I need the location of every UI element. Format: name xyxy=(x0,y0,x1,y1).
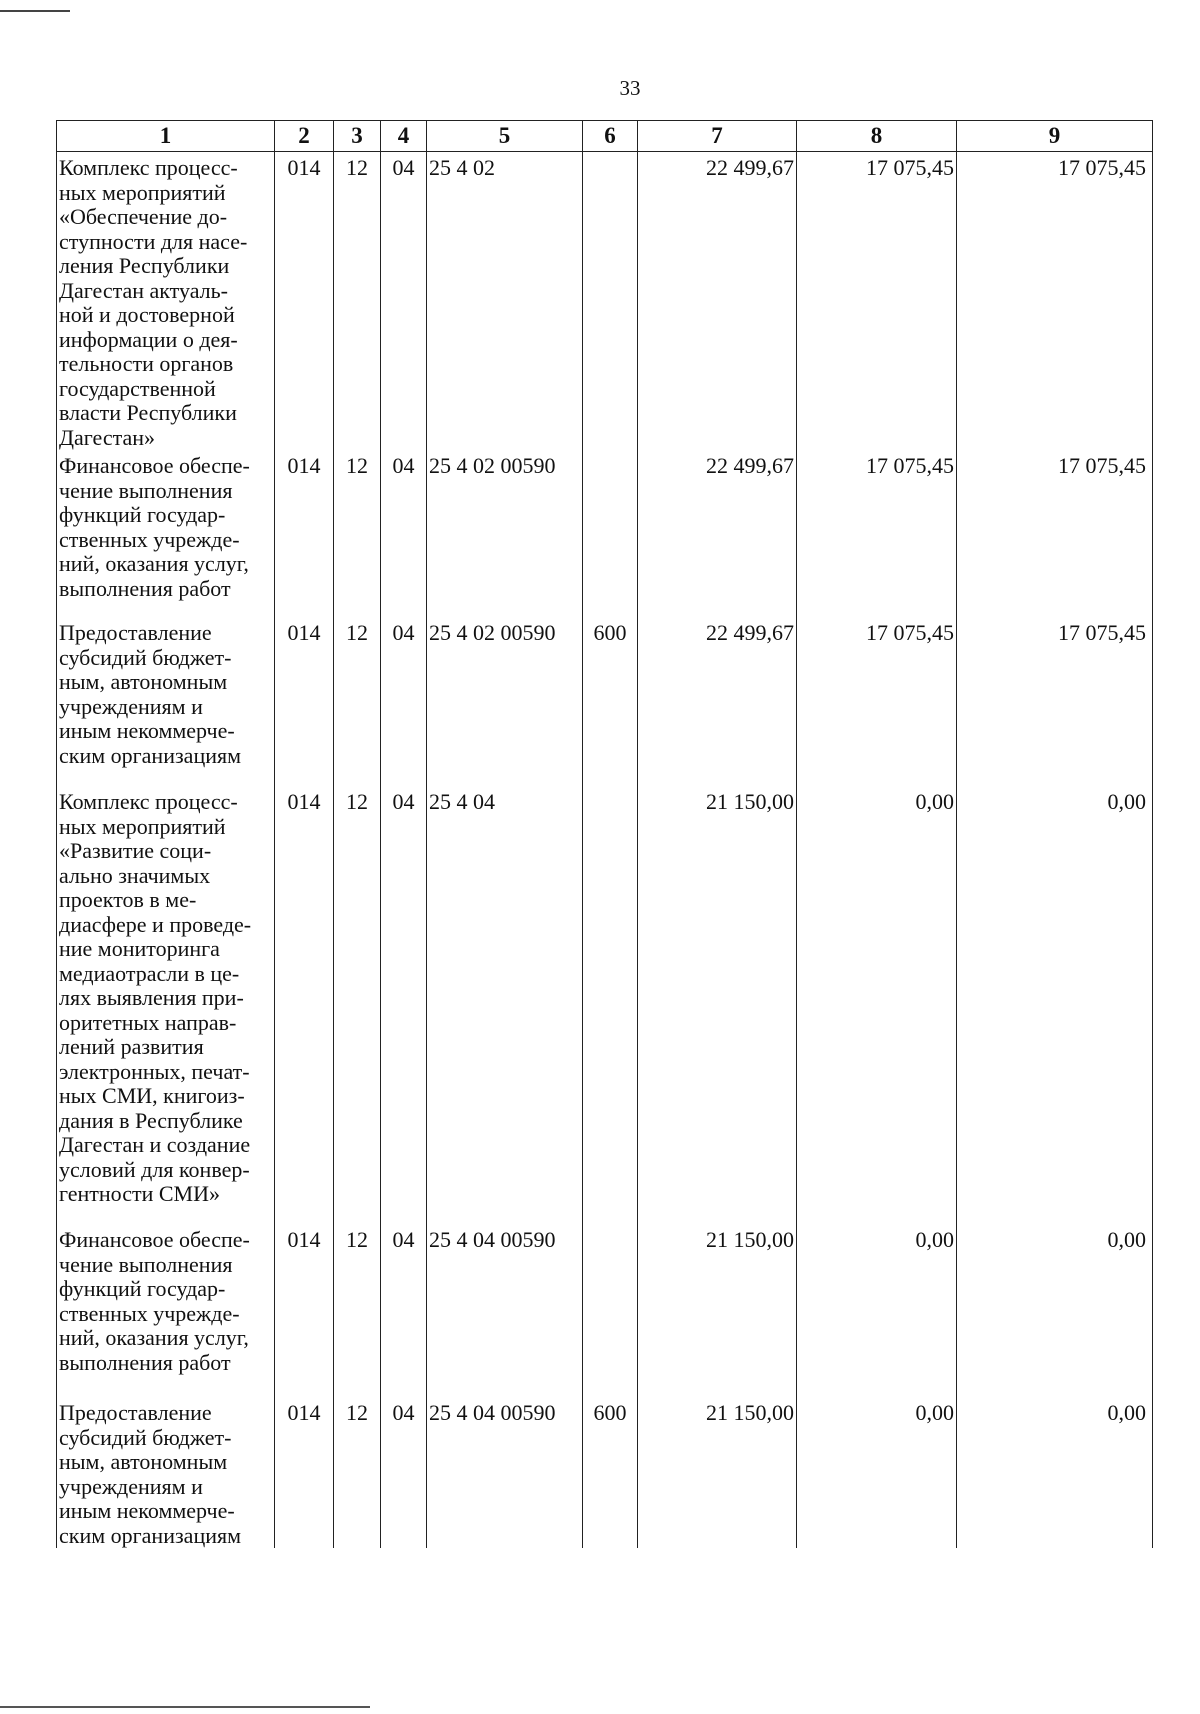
row-name-line: ально значимых xyxy=(59,862,211,888)
cell-col-3: 12 xyxy=(334,617,381,786)
cell-col-5: 25 4 04 00590 xyxy=(427,1397,583,1548)
table-row xyxy=(57,1397,1153,1548)
cell-col-5: 25 4 02 00590 xyxy=(427,450,583,617)
cell-col-9: 0,00 xyxy=(957,1224,1153,1397)
scan-artifact-bottom xyxy=(0,1706,370,1708)
table-row xyxy=(57,152,1153,451)
cell-col-3: 12 xyxy=(334,786,381,1224)
cell-col-7: 21 150,00 xyxy=(638,1224,797,1397)
row-name-line: оритетных направ- xyxy=(59,1009,237,1035)
row-name-line: Дагестан и создание xyxy=(59,1132,251,1157)
cell-col-9: 17 075,45 xyxy=(957,152,1153,451)
row-name-line: медиаотрасли в це- xyxy=(59,960,240,986)
row-name-line: проектов в ме- xyxy=(59,887,197,912)
row-name xyxy=(57,1397,275,1548)
row-name-line: ние мониторинга xyxy=(59,936,220,961)
cell-col-6 xyxy=(583,1224,638,1397)
header-col-3: 3 xyxy=(334,121,381,152)
cell-col-7: 21 150,00 xyxy=(638,1397,797,1548)
row-name xyxy=(57,450,275,617)
cell-col-9: 17 075,45 xyxy=(957,450,1153,617)
row-name xyxy=(57,1224,275,1397)
row-name-line: «Обеспечение до- xyxy=(59,204,228,229)
cell-col-3: 12 xyxy=(334,450,381,617)
cell-col-3: 12 xyxy=(334,1397,381,1548)
cell-col-8: 0,00 xyxy=(797,1224,957,1397)
cell-col-5: 25 4 02 00590 xyxy=(427,617,583,786)
cell-col-6: 600 xyxy=(583,1397,638,1548)
row-name-line: «Развитие соци- xyxy=(59,838,212,863)
cell-col-5: 25 4 04 xyxy=(427,786,583,1224)
row-name-line: Предоставление xyxy=(59,620,212,645)
cell-col-7: 22 499,67 xyxy=(638,617,797,786)
row-name-line: Комплекс процесс- xyxy=(59,789,238,814)
row-name-line: Финансовое обеспе- xyxy=(59,1227,250,1252)
cell-col-8: 0,00 xyxy=(797,1397,957,1548)
cell-col-8: 17 075,45 xyxy=(797,617,957,786)
row-name-line: выполнения работ xyxy=(59,575,231,601)
cell-col-8: 17 075,45 xyxy=(797,450,957,617)
cell-col-9: 0,00 xyxy=(957,786,1153,1224)
table-row xyxy=(57,450,1153,617)
row-name-line: ний, оказания услуг, xyxy=(59,551,249,576)
header-col-1: 1 xyxy=(57,121,275,152)
row-name-line: ления Республики xyxy=(59,253,230,278)
row-name-line: тельности органов xyxy=(59,351,234,376)
cell-col-4: 04 xyxy=(381,450,427,617)
row-name-line: учреждениям и xyxy=(59,1473,203,1499)
header-col-6: 6 xyxy=(583,121,638,152)
cell-col-8: 17 075,45 xyxy=(797,152,957,451)
cell-col-3: 12 xyxy=(334,152,381,451)
cell-col-7: 21 150,00 xyxy=(638,786,797,1224)
row-name-line: Финансовое обеспе- xyxy=(59,453,250,478)
header-col-8: 8 xyxy=(797,121,957,152)
row-name-line: субсидий бюджет- xyxy=(59,644,232,670)
cell-col-6 xyxy=(583,152,638,451)
cell-col-8: 0,00 xyxy=(797,786,957,1224)
row-name-line: функций государ- xyxy=(59,502,226,527)
row-name-line: ным, автономным xyxy=(59,1449,228,1474)
budget-table xyxy=(56,120,1153,1548)
table-row xyxy=(57,617,1153,786)
row-name-line: ным, автономным xyxy=(59,669,228,694)
cell-col-2: 014 xyxy=(275,1224,334,1397)
row-name-line: чение выполнения xyxy=(59,477,233,503)
row-name-line: ственных учрежде- xyxy=(59,1300,240,1326)
row-name-line: функций государ- xyxy=(59,1276,226,1301)
row-name-line: ским организациям xyxy=(59,742,242,768)
row-name-line: дания в Республике xyxy=(59,1107,243,1133)
cell-col-4: 04 xyxy=(381,152,427,451)
cell-col-3: 12 xyxy=(334,1224,381,1397)
row-name-line: электронных, печат- xyxy=(59,1058,250,1084)
row-name-line: лений развития xyxy=(59,1034,204,1059)
row-name-line: Комплекс процесс- xyxy=(59,155,238,180)
header-col-2: 2 xyxy=(275,121,334,152)
cell-col-5: 25 4 02 xyxy=(427,152,583,451)
row-name xyxy=(57,152,275,451)
cell-col-6 xyxy=(583,786,638,1224)
row-name-line: выполнения работ xyxy=(59,1349,231,1375)
row-name-line: ственных учрежде- xyxy=(59,526,240,552)
cell-col-9: 0,00 xyxy=(957,1397,1153,1548)
table-row xyxy=(57,786,1153,1224)
row-name-line: ной и достоверной xyxy=(59,302,235,327)
row-name-line: государственной xyxy=(59,375,216,401)
row-name xyxy=(57,617,275,786)
row-name-line: ных мероприятий xyxy=(59,813,226,839)
header-col-7: 7 xyxy=(638,121,797,152)
row-name-line: учреждениям и xyxy=(59,693,203,719)
row-name-line: условий для конвер- xyxy=(59,1156,250,1182)
table-row xyxy=(57,1224,1153,1397)
row-name-line: ных мероприятий xyxy=(59,179,226,205)
header-col-5: 5 xyxy=(427,121,583,152)
row-name-line: ных СМИ, книгоиз- xyxy=(59,1083,245,1108)
cell-col-6: 600 xyxy=(583,617,638,786)
row-name-line: ступности для насе- xyxy=(59,228,248,254)
cell-col-2: 014 xyxy=(275,152,334,451)
page-number: 33 xyxy=(619,76,641,100)
cell-col-9: 17 075,45 xyxy=(957,617,1153,786)
cell-col-4: 04 xyxy=(381,786,427,1224)
row-name-line: Дагестан» xyxy=(59,424,156,450)
row-name-line: диасфере и проведе- xyxy=(59,911,252,937)
row-name-line: Дагестан актуаль- xyxy=(59,277,228,303)
header-col-4: 4 xyxy=(381,121,427,152)
row-name-line: ний, оказания услуг, xyxy=(59,1325,249,1350)
cell-col-5: 25 4 04 00590 xyxy=(427,1224,583,1397)
row-name-line: иным некоммерче- xyxy=(59,1498,235,1523)
row-name-line: власти Республики xyxy=(59,400,237,425)
cell-col-2: 014 xyxy=(275,450,334,617)
scan-artifact-top xyxy=(0,10,70,12)
row-name-line: информации о дея- xyxy=(59,326,238,352)
cell-col-6 xyxy=(583,450,638,617)
row-name-line: чение выполнения xyxy=(59,1251,233,1277)
row-name-line: иным некоммерче- xyxy=(59,718,235,743)
row-name-line: гентности СМИ» xyxy=(59,1181,220,1206)
cell-col-7: 22 499,67 xyxy=(638,450,797,617)
row-name-line: лях выявления при- xyxy=(59,985,244,1010)
cell-col-4: 04 xyxy=(381,617,427,786)
row-name-line: субсидий бюджет- xyxy=(59,1424,232,1450)
cell-col-7: 22 499,67 xyxy=(638,152,797,451)
table-header-row xyxy=(57,121,1153,152)
cell-col-4: 04 xyxy=(381,1224,427,1397)
row-name xyxy=(57,786,275,1224)
row-name-line: ским организациям xyxy=(59,1522,242,1548)
cell-col-2: 014 xyxy=(275,617,334,786)
row-name-line: Предоставление xyxy=(59,1400,212,1425)
cell-col-2: 014 xyxy=(275,1397,334,1548)
cell-col-4: 04 xyxy=(381,1397,427,1548)
cell-col-2: 014 xyxy=(275,786,334,1224)
header-col-9: 9 xyxy=(957,121,1153,152)
